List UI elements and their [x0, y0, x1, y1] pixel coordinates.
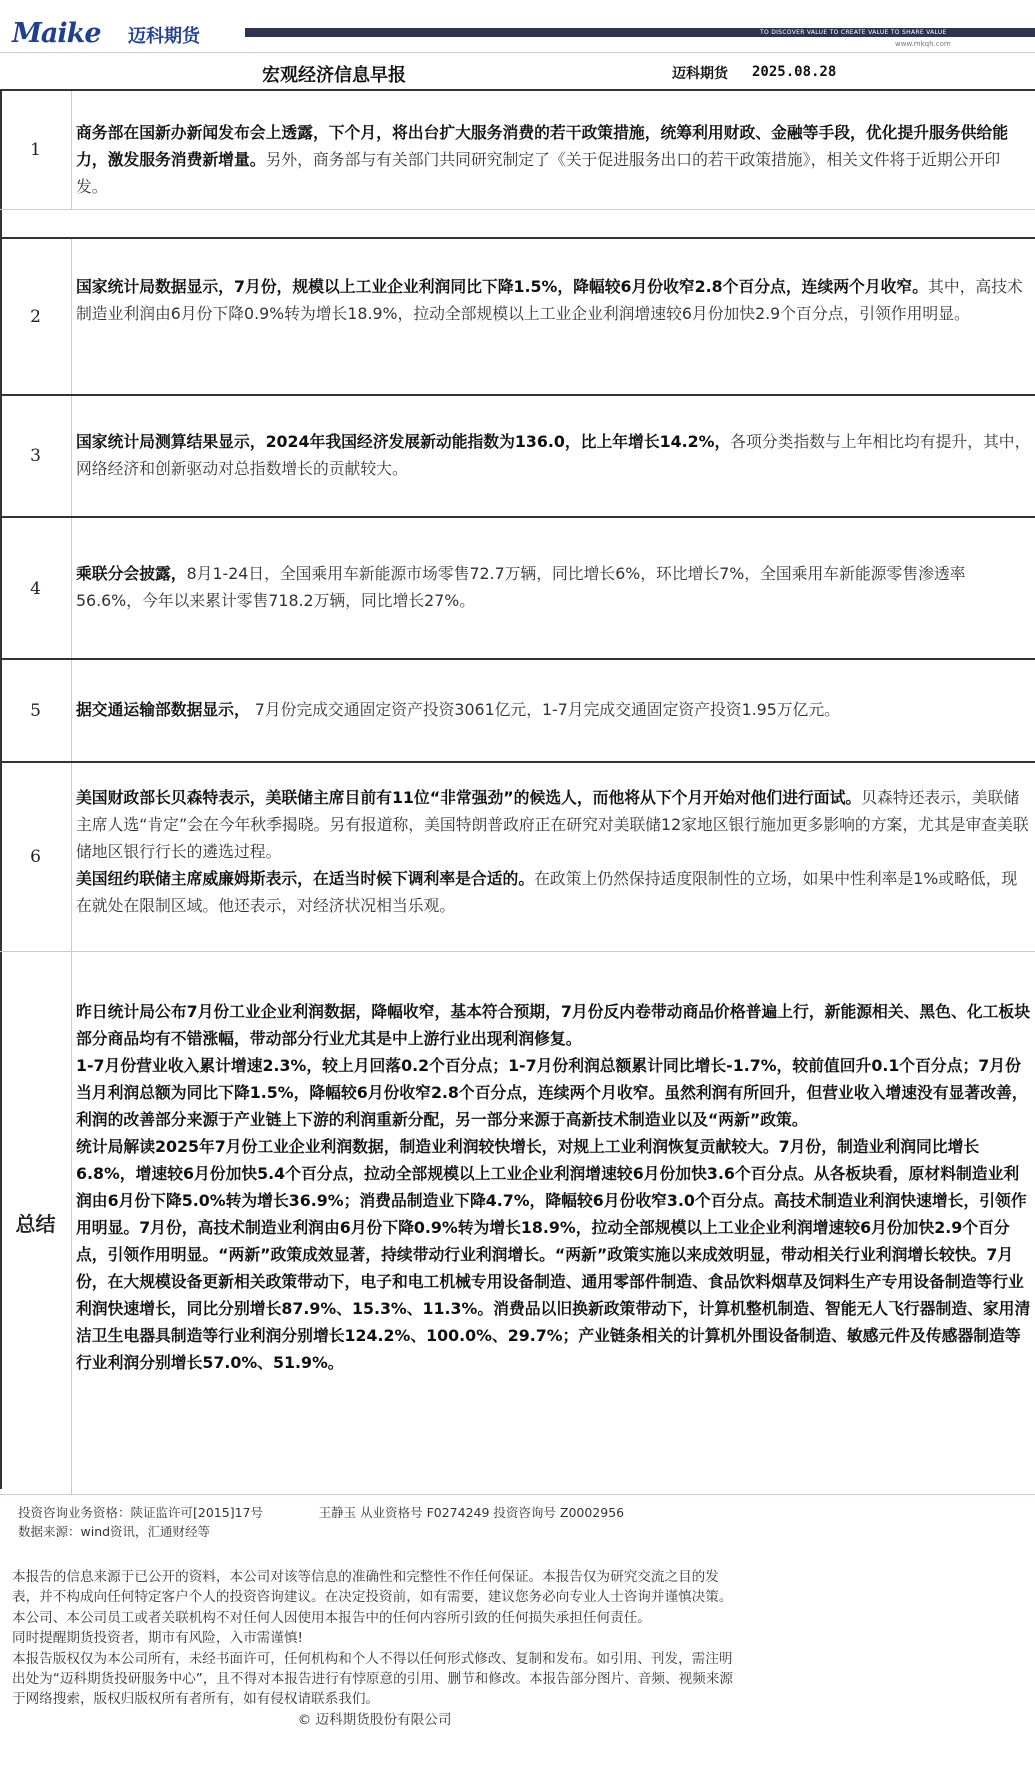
- row-number: 5: [0, 660, 72, 762]
- row-text: [76, 428, 1031, 482]
- news-row-6: [0, 761, 1035, 952]
- analyst-info: 王静玉 从业资格号 F0274249 投资咨询号 Z0002956: [318, 1505, 625, 1520]
- page-title: 宏观经济信息早报: [262, 65, 406, 86]
- news-row-1: [0, 89, 1035, 210]
- row-number: 2: [0, 239, 72, 395]
- header-slogan: TO DISCOVER VALUE TO CREATE VALUE TO SHARE VALUE: [760, 29, 947, 36]
- row-number: 3: [0, 396, 72, 516]
- disclaimer-paragraph: 本报告的信息来源于已公开的资料，本公司对该等信息的准确性和完整性不作任何保证。本报告仅为研究交流之目的发表，并不构成向任何特定客户个人的投资咨询建议。在决定投资前，如有需要，建议您务必向专业人士咨询并谨慎决策。本公司、本公司员工或者关联机构不对任何人因使用本报告中的任何内容所引致的任何损失承担任何责任。: [12, 1569, 733, 1626]
- company-logo-cn: 迈科期货: [128, 26, 200, 47]
- row-body: 在政策上仍然保持适度限制性的立场，如果中性利率是1%或略低，现在就处在限制区域。他还表示，对经济状况相当乐观。: [76, 869, 1018, 915]
- company-logo: Maike: [12, 18, 101, 49]
- row-text: [76, 273, 1031, 327]
- header-website: www.mkqh.com: [895, 40, 951, 48]
- row-headline: 美国纽约联储主席威廉姆斯表示，在适当时候下调利率是合适的。: [76, 869, 535, 888]
- data-source: 数据来源：wind资讯，汇通财经等: [18, 1524, 211, 1539]
- row-headline: 美国财政部长贝森特表示，美联储主席目前有11位“非常强劲”的候选人，而他将从下个月开始对他们进行面试。: [76, 788, 862, 807]
- row-number: 1: [0, 91, 72, 209]
- summary-row: [0, 950, 1035, 1495]
- news-row-2: [0, 237, 1035, 396]
- row-text: [76, 119, 1031, 200]
- summary-text: [76, 998, 1031, 1376]
- row-headline: 据交通运输部数据显示，: [76, 700, 250, 719]
- row-number: 4: [0, 518, 72, 659]
- summary-label: 总结: [0, 950, 72, 1494]
- license-info: 投资咨询业务资格：陕证监许可[2015]17号: [18, 1505, 263, 1520]
- news-row-3: [0, 394, 1035, 517]
- row-body: 7月份完成交通固定资产投资3061亿元，1-7月完成交通固定资产投资1.95万亿元。: [249, 700, 840, 719]
- report-date: 2025.08.28: [752, 64, 837, 80]
- row-headline: 国家统计局测算结果显示，2024年我国经济发展新动能指数为136.0，比上年增长14.2%，: [76, 432, 731, 451]
- row-text: [76, 560, 1031, 614]
- row-text: [76, 696, 1031, 723]
- row-headline: 商务部在国新办新闻发布会上透露，下个月，将出台扩大服务消费的若干政策措施，统筹利用财政、金融等手段，优化提升服务供给能力，激发服务消费新增量。: [76, 123, 1009, 169]
- row-headline: 国家统计局数据显示，7月份，规模以上工业企业利润同比下降1.5%，降幅较6月份收窄2.8个百分点，连续两个月收窄。: [76, 277, 929, 296]
- copyright: © 迈科期货股份有限公司: [297, 1711, 452, 1728]
- report-header: [0, 0, 1035, 52]
- row-body: 8月1-24日，全国乘用车新能源市场零售72.7万辆，同比增长6%，环比增长7%，全国乘用车新能源零售渗透率56.6%，今年以来累计零售718.2万辆，同比增长27%。: [76, 564, 966, 610]
- news-row-5: [0, 658, 1035, 763]
- title-row: [0, 52, 1035, 91]
- footer-meta: [18, 1503, 624, 1541]
- row-body: 贝森特还表示，美联储主席人选“肯定”会在今年秋季揭晓。另有报道称，美国特朗普政府正在研究对美联储12家地区银行施加更多影响的方案，尤其是审查美联储地区银行行长的遴选过程。: [76, 788, 1029, 861]
- row-headline: 乘联分会披露，: [76, 564, 187, 583]
- news-row-4: [0, 516, 1035, 660]
- risk-warning: 同时提醒期货投资者，期市有风险，入市需谨慎!: [12, 1630, 303, 1647]
- row-text: [76, 784, 1031, 919]
- report-org: 迈科期货: [672, 66, 728, 82]
- disclaimer-paragraph: 本报告版权仅为本公司所有，未经书面许可，任何机构和个人不得以任何形式修改、复制和发布。如引用、刊发，需注明出处为“迈科期货投研服务中心”，且不得对本报告进行有悖原意的引用、删节和修改。本报告部分图片、音频、视频来源于网络搜索，版权归版权所有者所有，如有侵权请联系我们。: [12, 1650, 733, 1708]
- summary-paragraph: 昨日统计局公布7月份工业企业利润数据，降幅收窄，基本符合预期，7月份反内卷带动商品价格普遍上行，新能源相关、黑色、化工板块部分商品均有不错涨幅，带动部分行业尤其是中上游行业出现利润修复。: [76, 1002, 1031, 1048]
- row-body: 各项分类指数与上年相比均有提升，其中，网络经济和创新驱动对总指数增长的贡献较大。: [76, 432, 1031, 478]
- summary-paragraph: 1-7月份营业收入累计增速2.3%，较上月回落0.2个百分点；1-7月份利润总额累计同比增长-1.7%，较前值回升0.1个百分点；7月份当月利润总额为同比下降1.5%，降幅较6月份收窄2.8个百分点，连续两个月收窄。虽然利润有所回升，但营业收入增速没有显著改善，利润的改善部分来源于产业链上下游的利润重新分配，另一部分来源于高新技术制造业以及“两新”政策。: [76, 1056, 1028, 1129]
- row-body: 其中，高技术制造业利润由6月份下降0.9%转为增长18.9%，拉动全部规模以上工业企业利润增速较6月份加快2.9个百分点，引领作用明显。: [76, 277, 1023, 323]
- row-body: 另外，商务部与有关部门共同研究制定了《关于促进服务出口的若干政策措施》，相关文件将于近期公开印发。: [76, 150, 1001, 196]
- row-number: 6: [0, 763, 72, 951]
- summary-paragraph: 统计局解读2025年7月份工业企业利润数据，制造业利润较快增长，对规上工业利润恢复贡献较大。7月份，制造业利润同比增长6.8%，增速较6月份加快5.4个百分点，拉动全部规模以上工业企业利润增速较6月份加快3.6个百分点。从各板块看，原材料制造业利润由6月份下降5.0%转为增长36.9%；消费品制造业下降4.7%，降幅较6月份收窄3.0个百分点。高技术制造业利润快速增长，引领作用明显。7月份，高技术制造业利润由6月份下降0.9%转为增长18.9%，拉动全部规模以上工业企业利润增速较6月份加快2.9个百分点，引领作用明显。“两新”政策成效显著，持续带动行业利润增长。“两新”政策实施以来成效明显，带动相关行业利润增长较快。7月份，在大规模设备更新相关政策带动下，电子和电工机械专用设备制造、通用零部件制造、食品饮料烟草及饲料生产专用设备制造等行业利润快速增长，同比分别增长87.9%、15.3%、11.3%。消费品以旧换新政策带动下，计算机整机制造、智能无人飞行器制造、家用清洁卫生电器具制造等行业利润分别增长124.2%、100.0%、29.7%；产业链条相关的计算机外围设备制造、敏感元件及传感器制造等行业利润分别增长57.0%、51.9%。: [76, 1137, 1031, 1372]
- disclaimer: [12, 1567, 737, 1730]
